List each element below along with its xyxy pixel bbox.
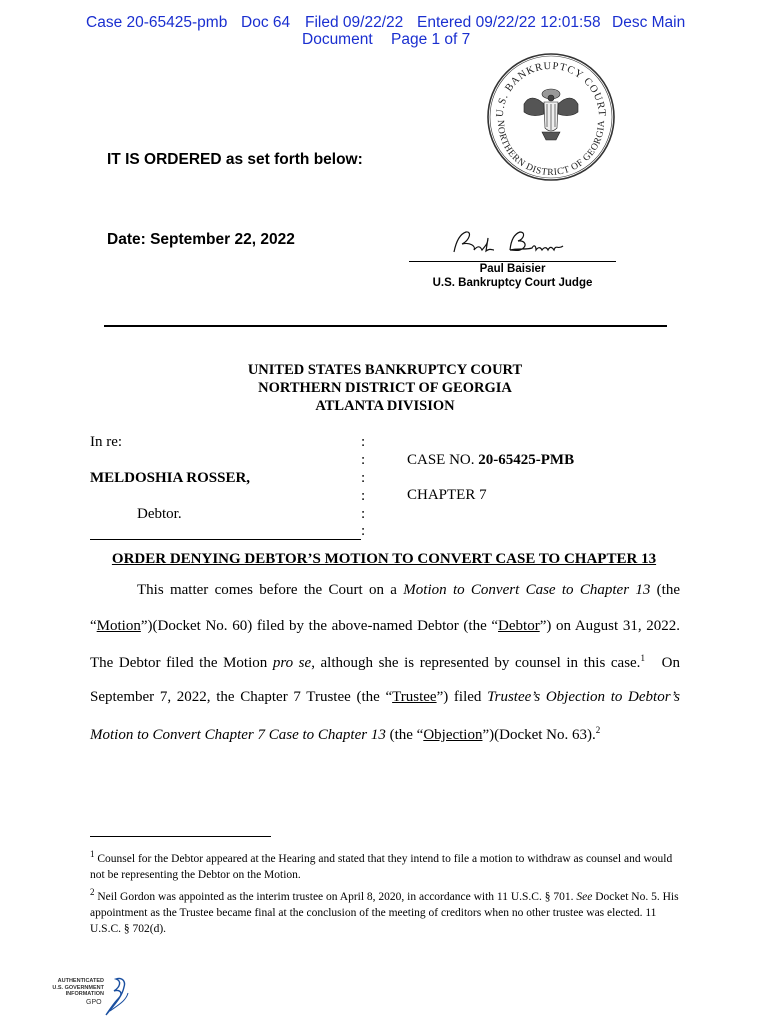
court-name: UNITED STATES BANKRUPTCY COURT [247,362,523,378]
case-number-label: CASE NO. [407,452,475,468]
footnote-1: $^1$ Counsel for the Debtor appeared at the Hearing and stated that they intend to file a motion to withdraw as counsel and would not be representing the Debtor on the Motion. [90,849,673,881]
caption-colon: : [361,434,366,450]
caption-colon: : [361,452,366,468]
seal-top-text: U.S. BANKRUPTCY COURT [494,60,608,118]
footnote-divider [90,836,271,837]
body-line-4: September 7, 2022, the Chapter 7 Trustee (the “Trustee”) filed Trustee’s Objection to Debtor’s [90,689,680,705]
debtor-name: MELDOSHIA ROSSER, [90,470,251,486]
footnote-ref-1: 1 [640,653,645,663]
footnote-ref-2: 2 [595,725,601,735]
body-line-2: “Motion”)(Docket No. 60) filed by the above-named Debtor (the “Debtor”) on August 31, 2022. [90,618,680,634]
body-line-1: This matter comes before the Court on a Motion to Convert Case to Chapter 13 (the [137,582,680,598]
body-line-3: The Debtor filed the Motion pro se, although she is represented by counsel in this case.$^1$ On [90,653,681,671]
signature-line [409,261,616,262]
eagle-seal-icon [486,52,616,182]
caption-colon: : [361,488,366,504]
case-number-value: 20-65425-PMB [478,452,575,468]
order-title: ORDER DENYING DEBTOR’S MOTION TO CONVERT CASE TO CHAPTER 13 [111,551,657,567]
gpo-eagle-icon [100,975,132,1017]
judge-title: U.S. Bankruptcy Court Judge [432,277,593,289]
chapter-label: CHAPTER 7 [407,487,487,503]
caption-colon: : [361,523,366,539]
gpo-line-4: GPO [86,999,102,1006]
seal-bottom-text: NORTHERN DISTRICT OF GEORGIA [494,119,608,179]
gpo-authentication-logo [42,975,132,1017]
filed-date-stamp: Filed 09/22/22 [305,14,404,31]
court-district: NORTHERN DISTRICT OF GEORGIA [258,380,512,396]
case-number-stamp: Case 20-65425-pmb [86,14,228,31]
caption-underline [90,539,361,540]
debtor-label: Debtor. [137,506,182,522]
gpo-line-1: AUTHENTICATED [57,978,104,984]
order-date: Date: September 22, 2022 [107,231,295,248]
order-heading: IT IS ORDERED as set forth below: [107,151,363,168]
body-line-5: Motion to Convert Chapter 7 Case to Chapter 13 (the “Objection”)(Docket No. 63).$^2$ [90,725,601,743]
document-stamp: Document [302,31,373,48]
caption-colon: : [361,506,366,522]
caption-colon: : [361,470,366,486]
court-division: ATLANTA DIVISION [315,398,455,414]
in-re-label: In re: [90,434,123,450]
doc-number-stamp: Doc 64 [241,14,291,31]
judge-signature [448,226,572,260]
case-number [407,452,574,469]
section-divider [104,325,667,327]
gpo-line-2: U.S. GOVERNMENT [52,984,104,991]
desc-stamp: Desc Main [612,14,686,31]
entered-date-stamp: Entered 09/22/22 12:01:58 [417,14,601,31]
page-number-stamp: Page 1 of 7 [391,31,471,48]
footnote-2: $^2$ Neil Gordon was appointed as the interim trustee on April 8, 2020, in accordance with 11 U.S.C. § 701. See Docket No. 5. His appointment as the Trustee became final at the conclusion of the meeting of creditors when no other trustee was elected. 11 U.S.C. § 702(d). [90,887,679,935]
gpo-line-3: INFORMATION [65,991,104,997]
judge-name: Paul Baisier [479,263,546,275]
